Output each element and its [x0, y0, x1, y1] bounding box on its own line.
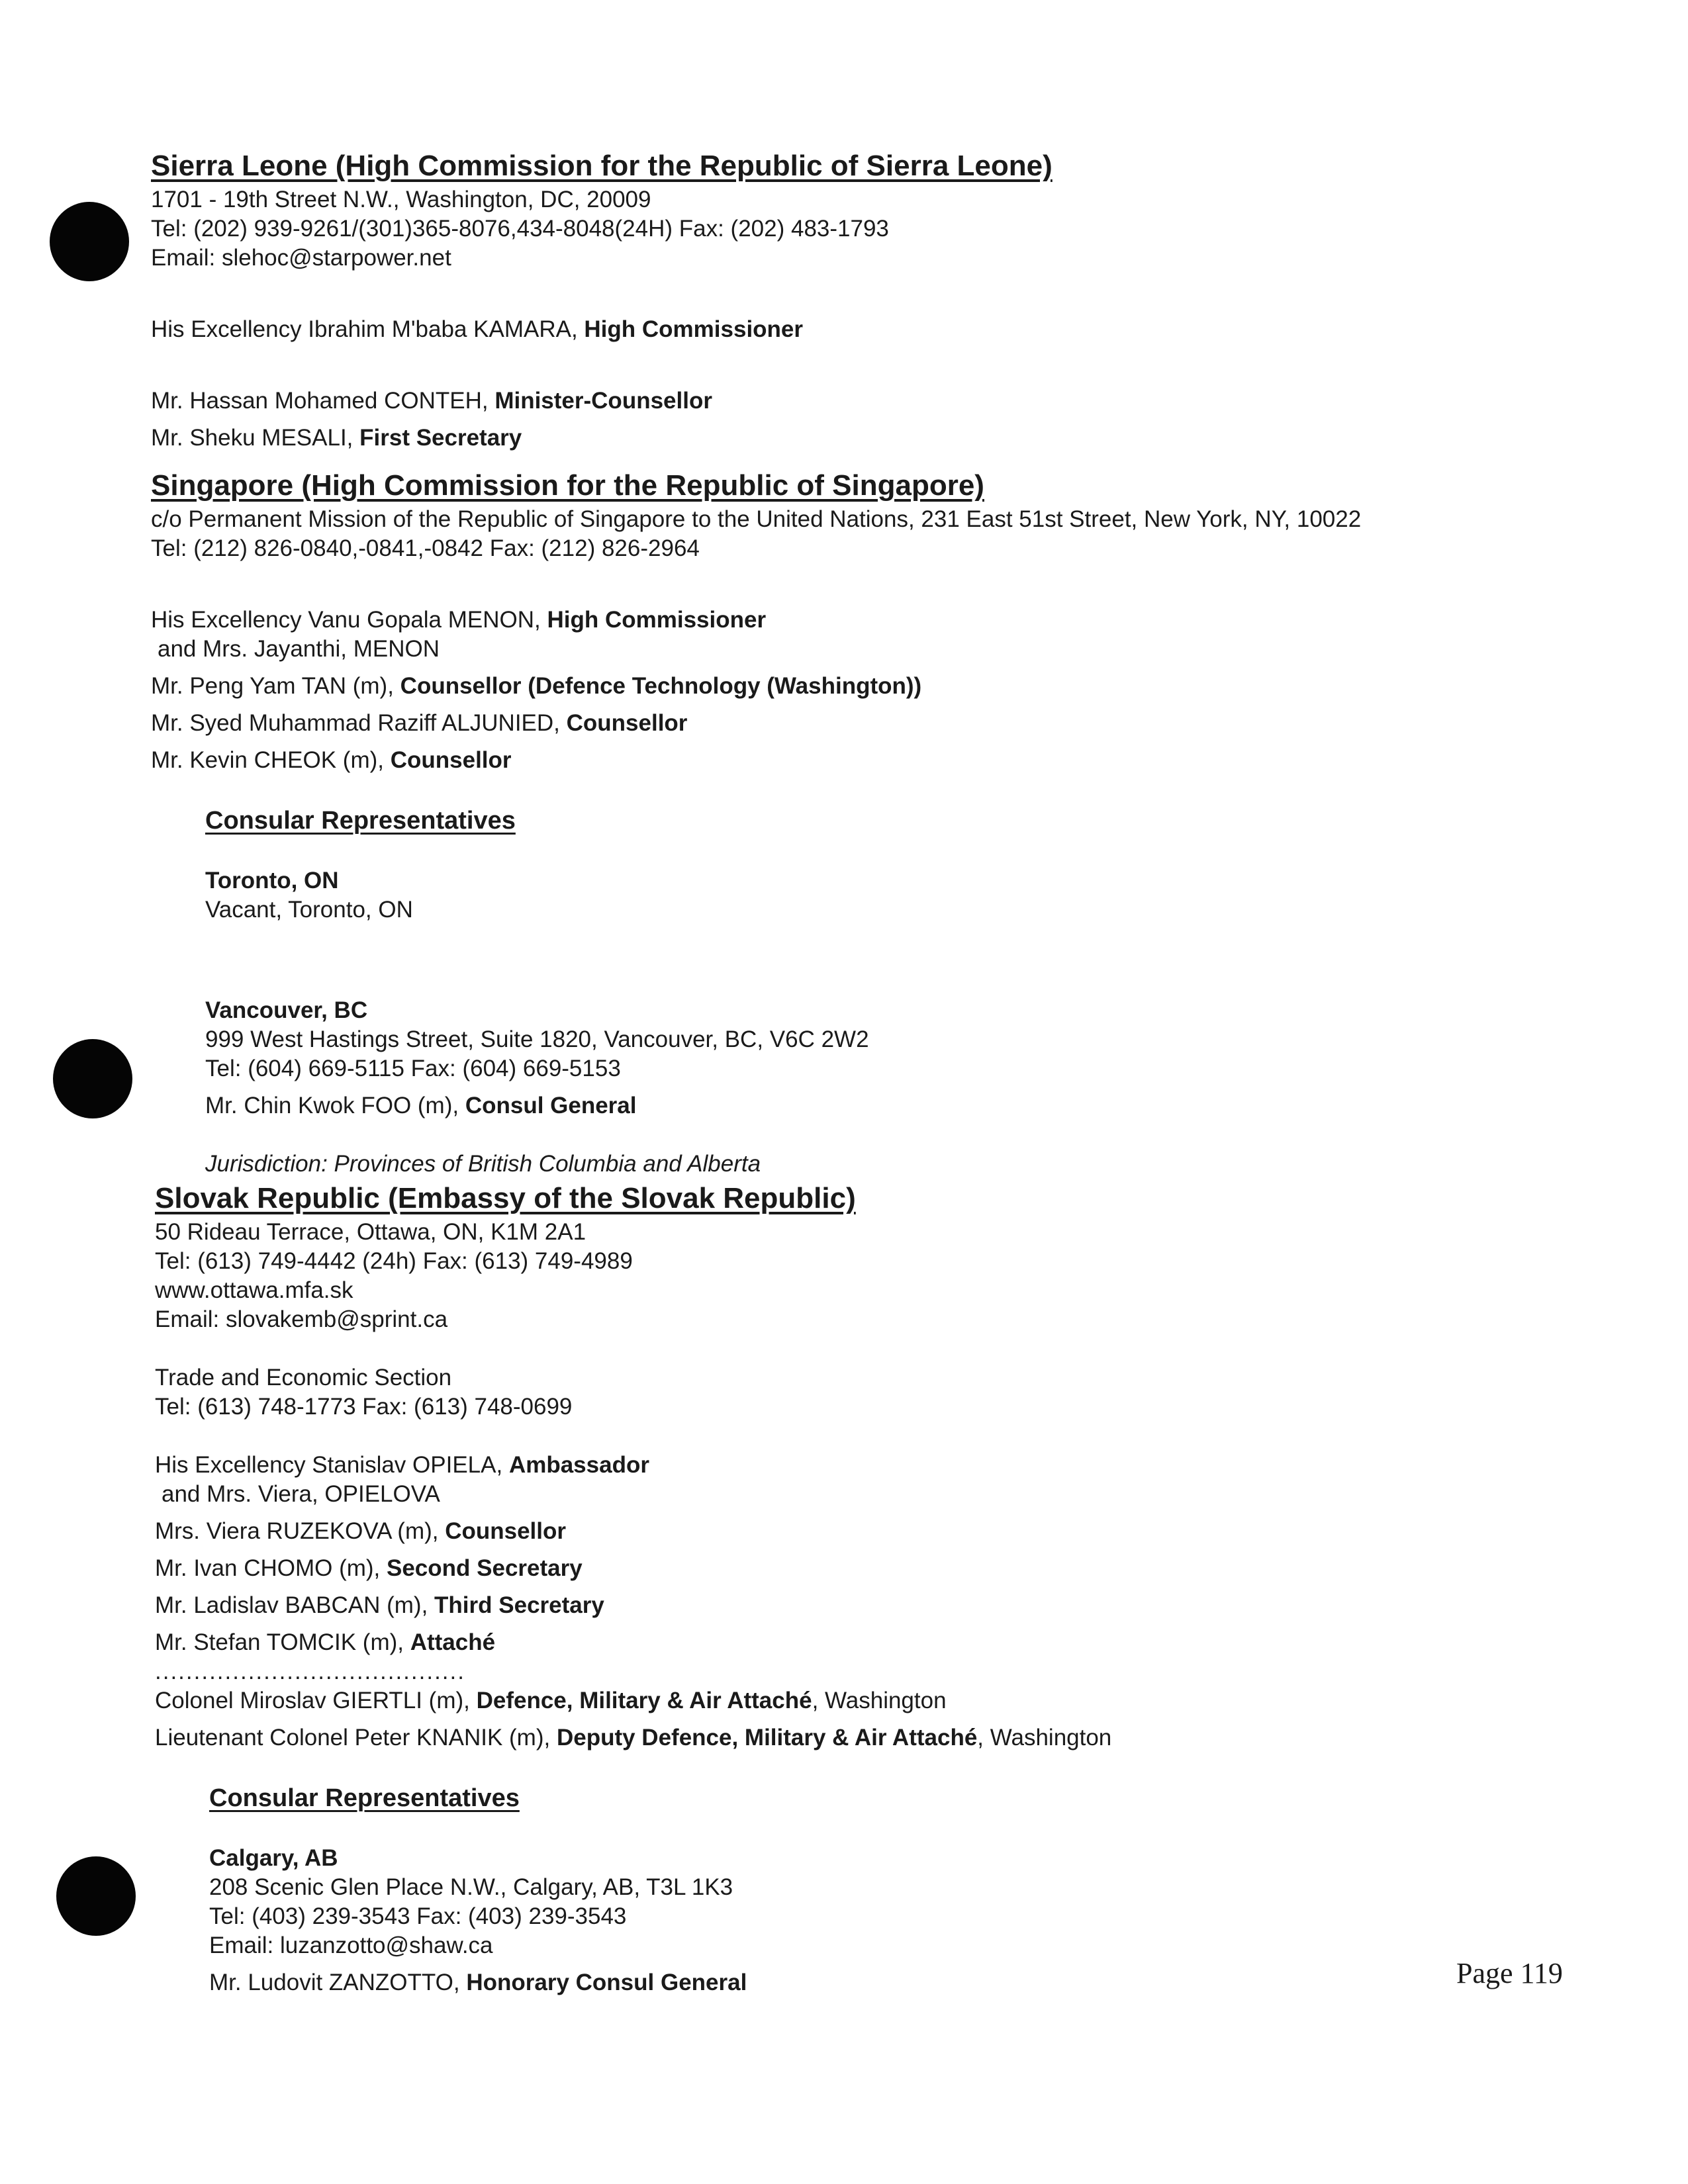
slovak-consular	[155, 1782, 1545, 1997]
singapore-tel: Tel: (212) 826-0840,-0841,-0842 Fax: (212) 826-2964	[151, 535, 700, 561]
military-entry: Colonel Miroslav GIERTLI (m), Defence, Military & Air Attaché, Washington	[155, 1688, 947, 1713]
singapore-section	[151, 467, 1541, 1179]
staff-entry: Mr. Kevin CHEOK (m), Counsellor	[151, 747, 512, 773]
slovak-tel: Tel: (613) 749-4442 (24h) Fax: (613) 749-4989	[155, 1248, 633, 1274]
punch-hole-middle	[53, 1039, 132, 1118]
staff-entry: Mr. Stefan TOMCIK (m), Attaché	[155, 1629, 496, 1655]
military-entry: Lieutenant Colonel Peter KNANIK (m), Deputy Defence, Military & Air Attaché, Washington	[155, 1725, 1112, 1751]
consular-person: Mr. Ludovit ZANZOTTO, Honorary Consul General	[209, 1970, 747, 1995]
slovak-heading: Slovak Republic (Embassy of the Slovak Republic)	[155, 1182, 856, 1214]
trade-section-tel: Tel: (613) 748-1773 Fax: (613) 748-0699	[155, 1394, 573, 1420]
sierra-leone-heading: Sierra Leone (High Commission for the Republic of Sierra Leone)	[151, 150, 1053, 182]
consular-text: Vacant, Toronto, ON	[205, 897, 413, 923]
consular-city: Toronto, ON	[205, 868, 339, 893]
consular-heading: Consular Representatives	[209, 1784, 520, 1812]
consular-city: Vancouver, BC	[205, 997, 368, 1023]
consular-address: 208 Scenic Glen Place N.W., Calgary, AB, T3L 1K3	[209, 1874, 733, 1900]
slovak-address: 50 Rideau Terrace, Ottawa, ON, K1M 2A1	[155, 1219, 586, 1245]
page-number: Page 119	[1456, 1957, 1563, 1989]
consular-email: Email: luzanzotto@shaw.ca	[209, 1933, 493, 1958]
staff-entry: Mrs. Viera RUZEKOVA (m), Counsellor	[155, 1518, 566, 1544]
consular-city: Calgary, AB	[209, 1845, 338, 1871]
punch-hole-top	[50, 202, 129, 281]
staff-entry: Mr. Ladislav BABCAN (m), Third Secretary	[155, 1592, 604, 1618]
punch-hole-bottom	[56, 1856, 136, 1936]
spouse-entry: and Mrs. Jayanthi, MENON	[158, 636, 440, 662]
staff-entry: Mr. Ivan CHOMO (m), Second Secretary	[155, 1555, 583, 1581]
sierra-leone-email: Email: slehoc@starpower.net	[151, 245, 451, 271]
sierra-leone-tel: Tel: (202) 939-9261/(301)365-8076,434-8048(24H) Fax: (202) 483-1793	[151, 216, 889, 242]
jurisdiction-note: Jurisdiction: Provinces of British Columbia and Alberta	[205, 1151, 761, 1177]
slovak-section	[155, 1179, 1545, 1997]
singapore-heading: Singapore (High Commission for the Republic of Singapore)	[151, 469, 984, 502]
staff-entry: Mr. Sheku MESALI, First Secretary	[151, 425, 522, 451]
sierra-leone-section	[151, 147, 1541, 453]
staff-entry: His Excellency Vanu Gopala MENON, High Commissioner	[151, 607, 767, 633]
consular-person: Mr. Chin Kwok FOO (m), Consul General	[205, 1093, 637, 1118]
slovak-email: Email: slovakemb@sprint.ca	[155, 1306, 448, 1332]
singapore-consular	[151, 804, 1541, 1179]
staff-entry: Mr. Peng Yam TAN (m), Counsellor (Defence Technology (Washington))	[151, 673, 922, 699]
consular-heading: Consular Representatives	[205, 807, 516, 835]
trade-section-label: Trade and Economic Section	[155, 1365, 452, 1390]
spouse-entry: and Mrs. Viera, OPIELOVA	[162, 1481, 440, 1507]
staff-entry: Mr. Syed Muhammad Raziff ALJUNIED, Counsellor	[151, 710, 688, 736]
singapore-address: c/o Permanent Mission of the Republic of Singapore to the United Nations, 231 East 51st Street, New York, NY, 10022	[151, 506, 1362, 532]
staff-entry: Mr. Hassan Mohamed CONTEH, Minister-Counsellor	[151, 388, 712, 414]
slovak-web: www.ottawa.mfa.sk	[155, 1277, 353, 1303]
consular-tel: Tel: (403) 239-3543 Fax: (403) 239-3543	[209, 1903, 627, 1929]
staff-entry: His Excellency Stanislav OPIELA, Ambassador	[155, 1452, 649, 1478]
sierra-leone-address: 1701 - 19th Street N.W., Washington, DC, 20009	[151, 187, 651, 212]
consular-tel: Tel: (604) 669-5115 Fax: (604) 669-5153	[205, 1056, 621, 1081]
consular-address: 999 West Hastings Street, Suite 1820, Vancouver, BC, V6C 2W2	[205, 1026, 869, 1052]
dotted-separator: ........................................	[155, 1659, 465, 1684]
staff-entry: His Excellency Ibrahim M'baba KAMARA, High Commissioner	[151, 316, 804, 342]
